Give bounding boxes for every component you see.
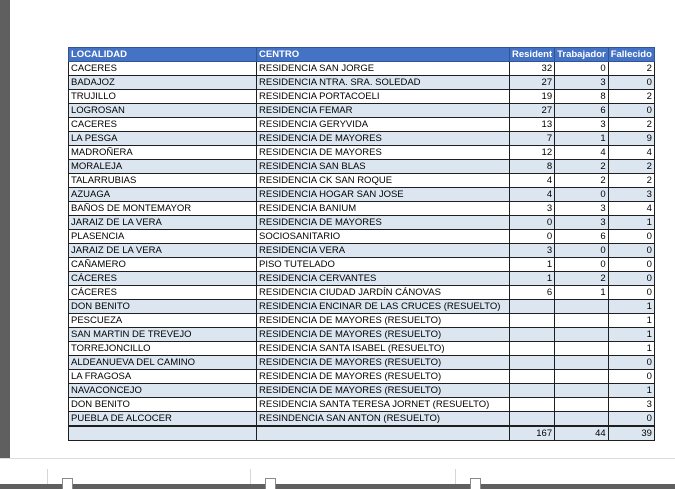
cell-residentes: 6 [510,286,555,300]
table-row [69,62,655,76]
cell-centro: RESIDENCIA CK SAN ROQUE [257,174,510,188]
cell-localidad: TRUJILLO [69,90,257,104]
cell-trabajadores [555,398,609,412]
cell-centro: SOCIOSANITARIO [257,230,510,244]
cell-localidad: TALARRUBIAS [69,174,257,188]
document-icon [265,478,276,489]
cell-residentes: 7 [510,132,555,146]
cell-centro: RESIDENCIA SANTA TERESA JORNET (RESUELTO) [257,398,510,412]
cell-trabajadores: 1 [555,132,609,146]
cell-localidad: NAVACONCEJO [69,384,257,398]
cell-centro: RESIDENCIA VERA [257,244,510,258]
document-page [10,0,675,458]
cell-fallecidos: 0 [608,370,654,384]
cell-residentes [510,370,555,384]
cell-centro: RESIDENCIA SAN JORGE [257,62,510,76]
cell-residentes: 1 [510,272,555,286]
cell-residentes: 27 [510,104,555,118]
cell-fallecidos: 0 [608,244,654,258]
cell-localidad: JARAIZ DE LA VERA [69,216,257,230]
table-row [69,286,655,300]
cell-centro: RESIDENCIA PORTACOELI [257,90,510,104]
cell-residentes: 3 [510,202,555,216]
cell-fallecidos: 0 [608,412,654,427]
table-row [69,188,655,202]
cell-trabajadores: 6 [555,230,609,244]
cell-trabajadores: 2 [555,160,609,174]
cell-fallecidos: 2 [608,174,654,188]
total-fallecidos: 39 [608,426,654,441]
cell-residentes: 0 [510,230,555,244]
cell-centro: PISO TUTELADO [257,258,510,272]
cell-residentes: 19 [510,90,555,104]
table-row [69,146,655,160]
cell-trabajadores: 2 [555,272,609,286]
cell-trabajadores: 2 [555,174,609,188]
cell-fallecidos: 2 [608,62,654,76]
table-row [69,258,655,272]
cell-centro: RESIDENCIA FEMAR [257,104,510,118]
cell-fallecidos: 1 [608,342,654,356]
cell-residentes: 13 [510,118,555,132]
table-row [69,160,655,174]
cell-localidad: CÁCERES [69,272,257,286]
header-centro: CENTRO [257,48,510,62]
cell-centro: RESIDENCIA SANTA ISABEL (RESUELTO) [257,342,510,356]
document-icon [470,478,481,489]
cell-fallecidos: 0 [608,272,654,286]
cell-centro: RESIDENCIA DE MAYORES (RESUELTO) [257,328,510,342]
cell-trabajadores [555,342,609,356]
cell-trabajadores: 4 [555,146,609,160]
cell-centro: RESIDENCIA DE MAYORES [257,146,510,160]
cell-centro: RESIDENCIA DE MAYORES [257,216,510,230]
cell-trabajadores: 0 [555,188,609,202]
cell-fallecidos: 1 [608,328,654,342]
cell-trabajadores: 0 [555,62,609,76]
cell-centro: RESIDENCIA ENCINAR DE LAS CRUCES (RESUELTO) [257,300,510,314]
table-row [69,202,655,216]
cell-trabajadores: 8 [555,90,609,104]
cell-localidad: DON BENITO [69,300,257,314]
cell-localidad: PLASENCIA [69,230,257,244]
cell-trabajadores: 3 [555,76,609,90]
cell-centro: RESIDENCIA GERYVIDA [257,118,510,132]
cell-fallecidos: 0 [608,356,654,370]
cell-residentes: 4 [510,174,555,188]
cell-centro: RESIDENCIA CERVANTES [257,272,510,286]
cell-residentes: 8 [510,160,555,174]
cell-fallecidos: 2 [608,90,654,104]
cell-centro: RESIDENCIA NTRA. SRA. SOLEDAD [257,76,510,90]
table-row [69,174,655,188]
cell-trabajadores: 6 [555,104,609,118]
residences-table [68,47,655,441]
cell-fallecidos: 4 [608,202,654,216]
cell-residentes [510,342,555,356]
cell-localidad: JARAIZ DE LA VERA [69,244,257,258]
table-row [69,132,655,146]
cell-fallecidos: 1 [608,384,654,398]
table-row [69,356,655,370]
cell-trabajadores: 3 [555,202,609,216]
cell-fallecidos: 1 [608,314,654,328]
cell-localidad: CACERES [69,118,257,132]
cell-residentes: 12 [510,146,555,160]
cell-localidad: AZUAGA [69,188,257,202]
header-localidad: LOCALIDAD [69,48,257,62]
totals-row [69,426,655,441]
table-row [69,398,655,412]
cell-centro: RESIDENCIA CIUDAD JARDÍN CÁNOVAS [257,286,510,300]
cell-fallecidos: 2 [608,160,654,174]
total-trabajadores: 44 [555,426,609,441]
cell-residentes [510,300,555,314]
cell-centro: RESIDENCIA DE MAYORES [257,132,510,146]
cell-localidad: TORREJONCILLO [69,342,257,356]
table-row [69,370,655,384]
cell-localidad: CAÑAMERO [69,258,257,272]
cell-localidad: PUEBLA DE ALCOCER [69,412,257,427]
table-row [69,216,655,230]
table-row [69,76,655,90]
cell-localidad: BAÑOS DE MONTEMAYOR [69,202,257,216]
cell-trabajadores: 0 [555,244,609,258]
cell-localidad: PESCUEZA [69,314,257,328]
total-residentes: 167 [510,426,555,441]
cell-localidad: LOGROSAN [69,104,257,118]
cell-trabajadores [555,314,609,328]
cell-centro: RESIDENCIA DE MAYORES (RESUELTO) [257,370,510,384]
cell-trabajadores: 1 [555,286,609,300]
table-row [69,230,655,244]
cell-residentes: 27 [510,76,555,90]
cell-fallecidos: 0 [608,258,654,272]
cell-fallecidos: 3 [608,398,654,412]
total-blank [69,426,257,441]
cell-residentes: 0 [510,216,555,230]
cell-trabajadores [555,384,609,398]
table-row [69,412,655,427]
header-trabajadores: Trabajador [555,48,609,62]
table-row [69,384,655,398]
attachment-tab[interactable] [47,469,248,484]
cell-localidad: LA PESGA [69,132,257,146]
cell-localidad: BADAJOZ [69,76,257,90]
cell-trabajadores [555,328,609,342]
cell-centro: RESIDENCIA DE MAYORES (RESUELTO) [257,314,510,328]
viewer-bottom-bar [0,458,675,484]
cell-centro: RESIDENCIA BANIUM [257,202,510,216]
cell-trabajadores: 3 [555,118,609,132]
cell-centro: RESIDENCIA DE MAYORES (RESUELTO) [257,384,510,398]
table-body [69,62,655,441]
cell-trabajadores [555,370,609,384]
total-blank [257,426,510,441]
attachment-tab[interactable] [250,469,451,484]
cell-localidad: CACERES [69,62,257,76]
table-row [69,342,655,356]
cell-residentes [510,356,555,370]
cell-fallecidos: 3 [608,188,654,202]
cell-trabajadores: 3 [555,216,609,230]
cell-fallecidos: 0 [608,286,654,300]
cell-residentes [510,398,555,412]
header-fallecidos: Fallecido [608,48,654,62]
cell-residentes [510,314,555,328]
cell-fallecidos: 0 [608,230,654,244]
cell-centro: RESIDENCIA HOGAR SAN JOSE [257,188,510,202]
cell-trabajadores [555,300,609,314]
table-row [69,90,655,104]
cell-fallecidos: 1 [608,216,654,230]
table-row [69,300,655,314]
cell-trabajadores: 0 [555,258,609,272]
cell-fallecidos: 0 [608,104,654,118]
cell-centro: RESIDENCIA DE MAYORES (RESUELTO) [257,356,510,370]
cell-localidad: LA FRAGOSA [69,370,257,384]
cell-localidad: CÁCERES [69,286,257,300]
cell-residentes: 4 [510,188,555,202]
cell-residentes: 1 [510,258,555,272]
cell-fallecidos: 2 [608,118,654,132]
cell-fallecidos: 4 [608,146,654,160]
document-icon [62,478,73,489]
cell-localidad: ALDEANUEVA DEL CAMINO [69,356,257,370]
cell-residentes: 3 [510,244,555,258]
cell-trabajadores [555,412,609,427]
cell-centro: RESIDENCIA SAN BLAS [257,160,510,174]
cell-localidad: MADROÑERA [69,146,257,160]
table-row [69,244,655,258]
cell-fallecidos: 9 [608,132,654,146]
header-residentes: Resident [510,48,555,62]
table-row [69,328,655,342]
cell-residentes [510,384,555,398]
table-header-row [69,48,655,62]
cell-centro: RESINDENCIA SAN ANTON (RESUELTO) [257,412,510,427]
cell-residentes [510,328,555,342]
cell-localidad: MORALEJA [69,160,257,174]
table-row [69,314,655,328]
cell-residentes: 32 [510,62,555,76]
cell-fallecidos: 1 [608,300,654,314]
cell-residentes [510,412,555,427]
cell-localidad: DON BENITO [69,398,257,412]
cell-fallecidos: 0 [608,76,654,90]
cell-localidad: SAN MARTIN DE TREVEJO [69,328,257,342]
cell-trabajadores [555,356,609,370]
table-row [69,118,655,132]
attachment-tab[interactable] [455,469,661,484]
table-row [69,104,655,118]
table-row [69,272,655,286]
